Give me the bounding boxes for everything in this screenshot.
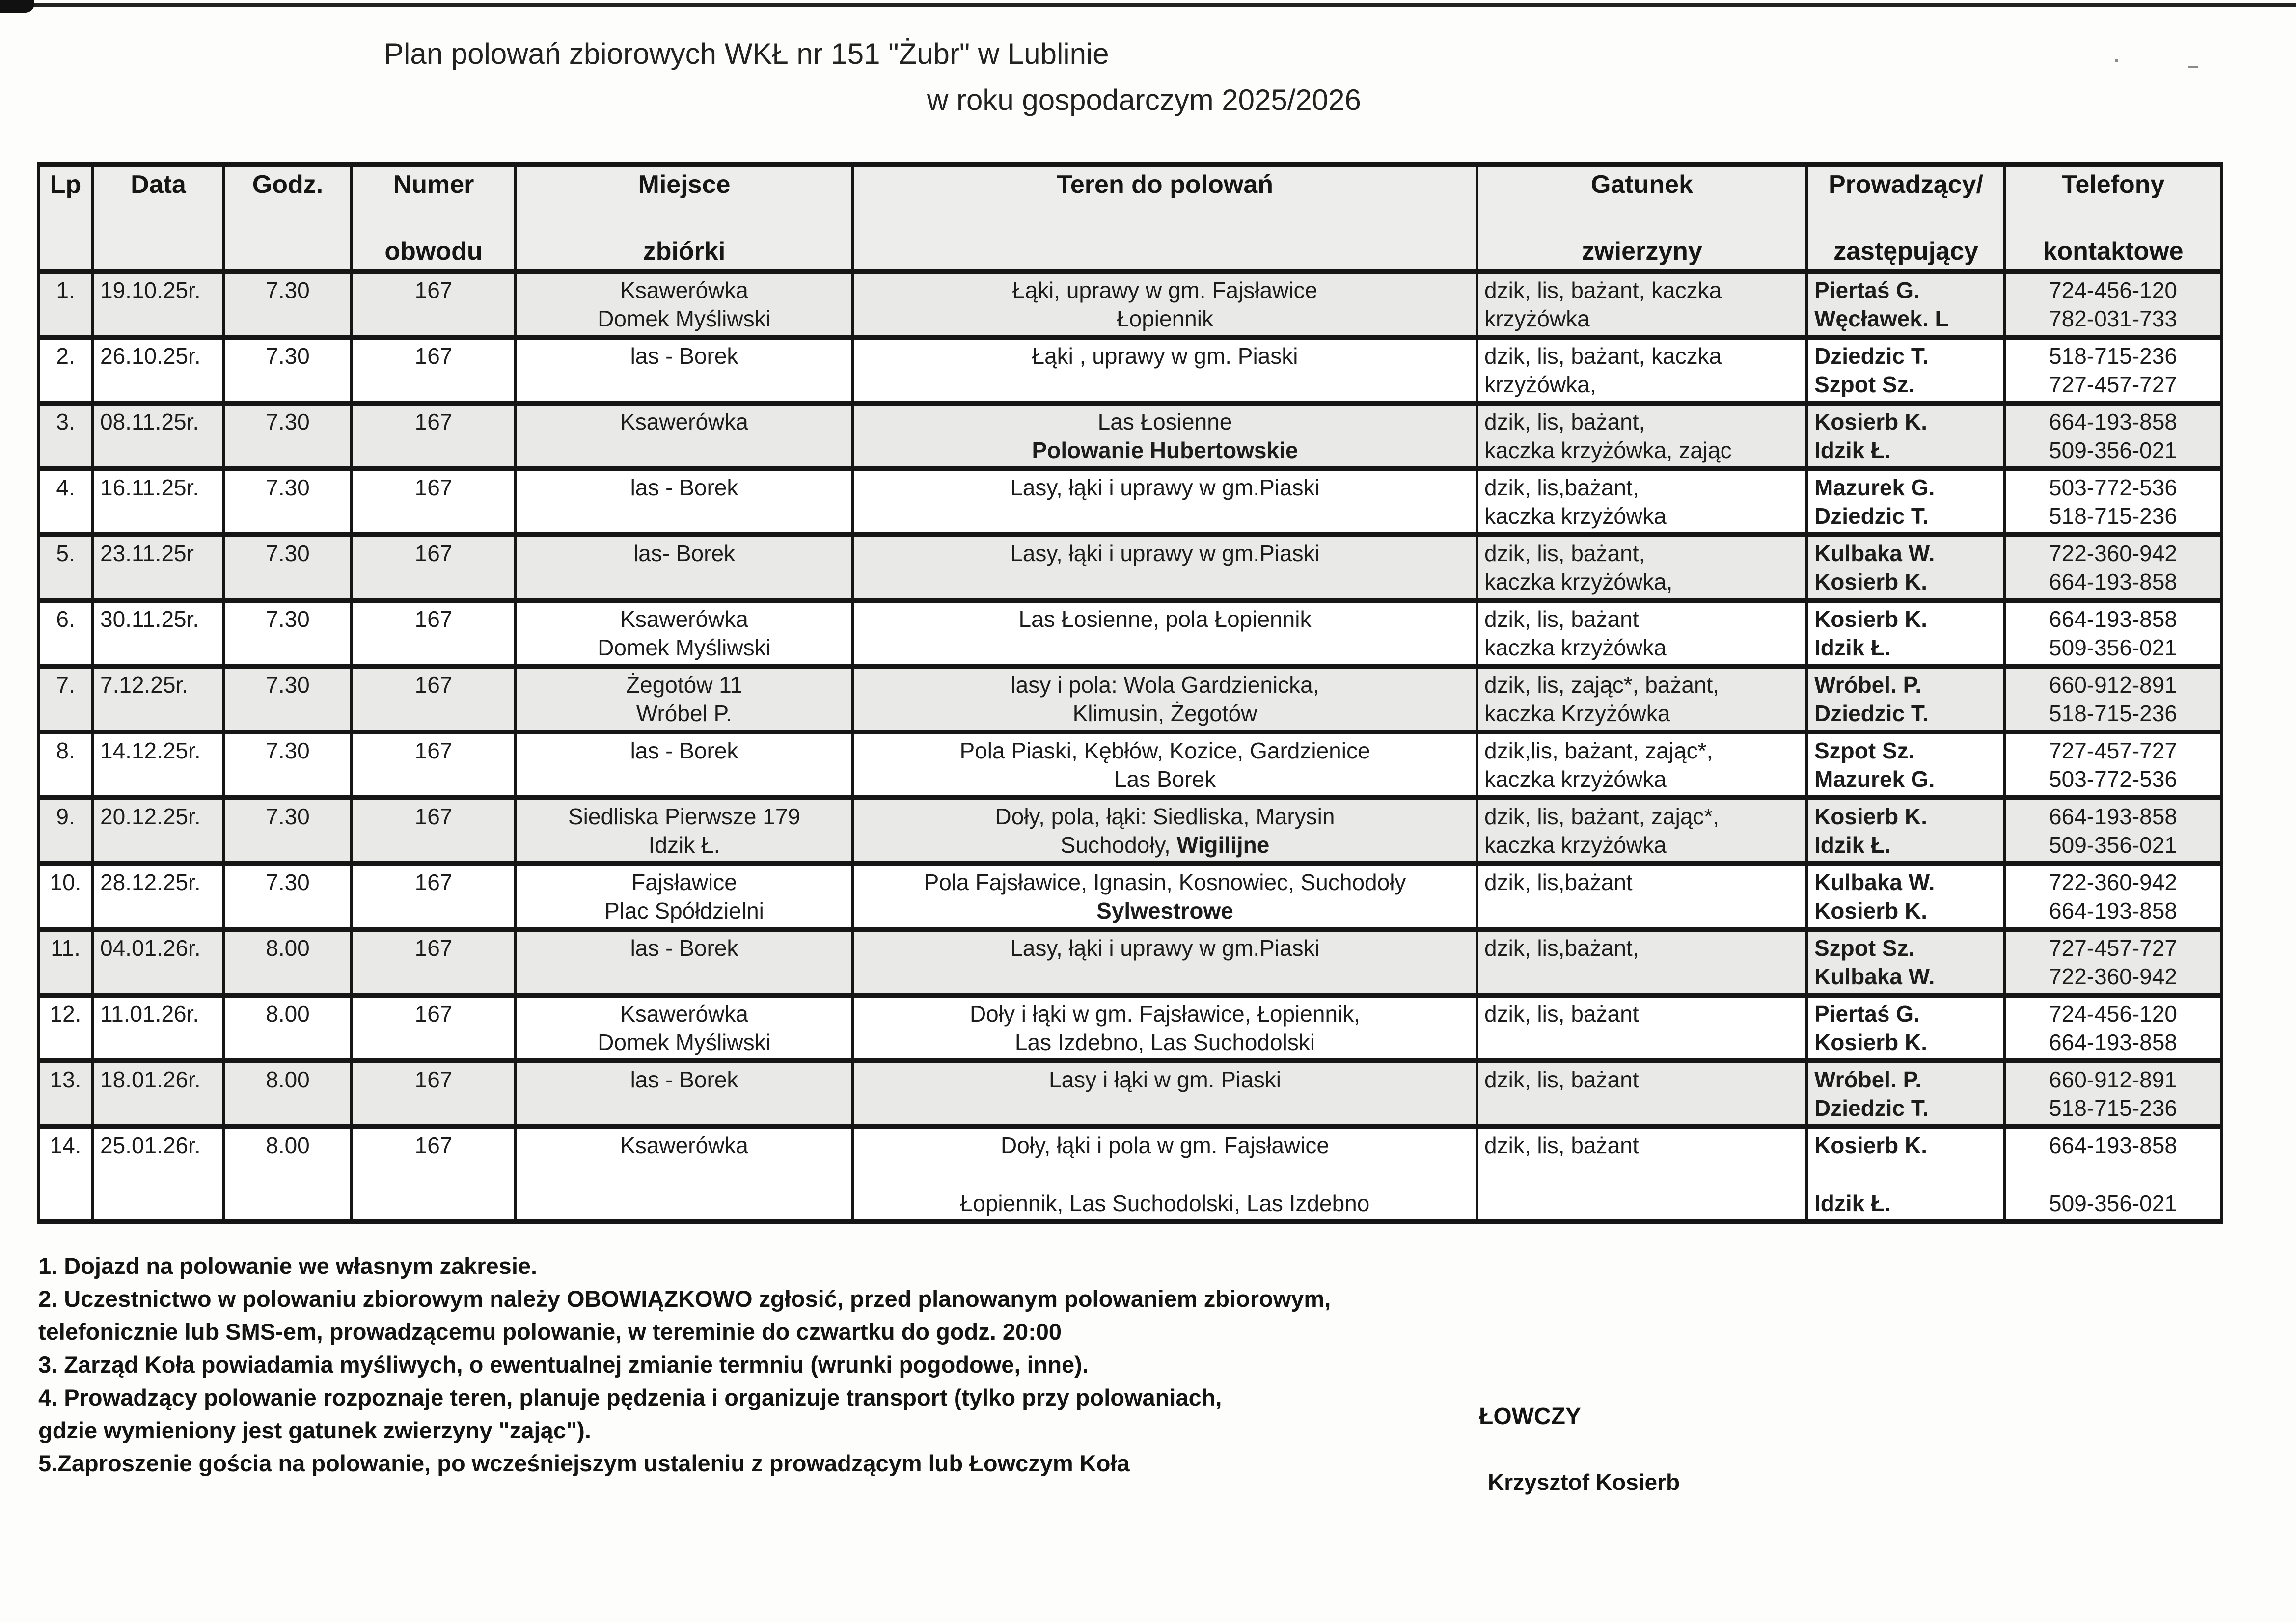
cell-meeting-place: las - Borek (516, 469, 853, 535)
cell-lp: 4. (38, 469, 93, 535)
note-line: telefonicznie lub SMS-em, prowadzącemu polowanie, w tereminie do czwartku do godz. 20:00 (38, 1319, 1062, 1345)
cell-district-number: 167 (352, 403, 516, 469)
cell-hunt-leader: Piertaś G. Kosierb K. (1807, 995, 2005, 1061)
cell-game-species: dzik,lis, bażant, zając*, kaczka krzyżówka (1477, 732, 1807, 798)
cell-date: 08.11.25r. (93, 403, 224, 469)
schedule-body (38, 271, 2221, 1222)
cell-meeting-place: las - Borek (516, 337, 853, 403)
cell-hunt-leader: Kosierb K. Idzik Ł. (1807, 798, 2005, 864)
cell-lp: 14. (38, 1127, 93, 1222)
cell-meeting-place: Ksawerówka Domek Myśliwski (516, 271, 853, 337)
cell-district-number: 167 (352, 666, 516, 732)
note-line: 4. Prowadzący polowanie rozpoznaje teren, planuje pędzenia i organizuje transport (tylko przy polowaniach, (38, 1384, 1222, 1410)
cell-date: 23.11.25r (93, 535, 224, 600)
cell-district-number: 167 (352, 1127, 516, 1222)
schedule-row (38, 403, 2221, 469)
cell-meeting-place: Ksawerówka (516, 403, 853, 469)
cell-date: 04.01.26r. (93, 929, 224, 995)
cell-time: 7.30 (224, 469, 352, 535)
schedule-row (38, 864, 2221, 929)
schedule-row (38, 798, 2221, 864)
header-label: Teren do polowań (1056, 170, 1274, 199)
document-title-line1: Plan polowań zbiorowych WKŁ nr 151 "Żubr" w Lublinie (384, 37, 1109, 70)
col-header-time (224, 164, 352, 271)
cell-game-species: dzik, lis, bażant, kaczka krzyżówka, (1477, 535, 1807, 600)
cell-phone: 660-912-891 518-715-236 (2005, 666, 2221, 732)
cell-time: 7.30 (224, 337, 352, 403)
cell-lp: 11. (38, 929, 93, 995)
cell-district-number: 167 (352, 929, 516, 995)
header-label: zastępujący (1833, 237, 1978, 266)
cell-lp: 8. (38, 732, 93, 798)
schedule-row (38, 1127, 2221, 1222)
cell-hunt-leader: Wróbel. P. Dziedzic T. (1807, 1061, 2005, 1127)
cell-date: 28.12.25r. (93, 864, 224, 929)
cell-time: 7.30 (224, 798, 352, 864)
cell-hunt-leader: Wróbel. P. Dziedzic T. (1807, 666, 2005, 732)
cell-hunting-area: Las Łosienne, pola Łopiennik (853, 600, 1477, 666)
cell-date: 14.12.25r. (93, 732, 224, 798)
cell-district-number: 167 (352, 995, 516, 1061)
header-label: Data (131, 170, 186, 199)
cell-hunting-area: Lasy, łąki i uprawy w gm.Piaski (853, 929, 1477, 995)
cell-time: 7.30 (224, 403, 352, 469)
cell-time: 8.00 (224, 929, 352, 995)
cell-game-species: dzik, lis,bażant, (1477, 929, 1807, 995)
cell-lp: 13. (38, 1061, 93, 1127)
col-header-game-species (1477, 164, 1807, 271)
cell-date: 26.10.25r. (93, 337, 224, 403)
cell-game-species: dzik, lis, zając*, bażant, kaczka Krzyżówka (1477, 666, 1807, 732)
cell-meeting-place: Ksawerówka (516, 1127, 853, 1222)
header-label: Telefony (2061, 170, 2165, 199)
cell-game-species: dzik, lis, bażant (1477, 1061, 1807, 1127)
header-label: Numer (393, 170, 474, 199)
cell-lp: 6. (38, 600, 93, 666)
schedule-row (38, 666, 2221, 732)
schedule-row (38, 1061, 2221, 1127)
cell-hunt-leader: Kosierb K. Idzik Ł. (1807, 1127, 2005, 1222)
cell-lp: 5. (38, 535, 93, 600)
scan-artifact-corner (0, 0, 34, 13)
cell-phone: 518-715-236 727-457-727 (2005, 337, 2221, 403)
cell-meeting-place: Żegotów 11 Wróbel P. (516, 666, 853, 732)
cell-meeting-place: Ksawerówka Domek Myśliwski (516, 995, 853, 1061)
schedule-row (38, 469, 2221, 535)
header-label: Miejsce (638, 170, 731, 199)
cell-lp: 10. (38, 864, 93, 929)
cell-game-species: dzik, lis, bażant, zając*, kaczka krzyżówka (1477, 798, 1807, 864)
cell-game-species: dzik, lis, bażant, kaczka krzyżówka (1477, 271, 1807, 337)
cell-hunting-area: Łąki, uprawy w gm. Fajsławice Łopiennik (853, 271, 1477, 337)
cell-lp: 3. (38, 403, 93, 469)
cell-date: 7.12.25r. (93, 666, 224, 732)
cell-district-number: 167 (352, 600, 516, 666)
cell-district-number: 167 (352, 271, 516, 337)
cell-district-number: 167 (352, 864, 516, 929)
cell-game-species: dzik, lis, bażant, kaczka krzyżówka, (1477, 337, 1807, 403)
cell-game-species: dzik, lis,bażant, kaczka krzyżówka (1477, 469, 1807, 535)
header-label: zwierzyny (1582, 237, 1702, 266)
cell-game-species: dzik, lis, bażant kaczka krzyżówka (1477, 600, 1807, 666)
cell-hunting-area: Doły, łąki i pola w gm. Fajsławice Łopiennik, Las Suchodolski, Las Izdebno (853, 1127, 1477, 1222)
cell-hunt-leader: Mazurek G. Dziedzic T. (1807, 469, 2005, 535)
schedule-row (38, 929, 2221, 995)
cell-hunt-leader: Szpot Sz. Kulbaka W. (1807, 929, 2005, 995)
cell-phone: 664-193-858 509-356-021 (2005, 403, 2221, 469)
cell-time: 8.00 (224, 995, 352, 1061)
cell-date: 19.10.25r. (93, 271, 224, 337)
cell-meeting-place: las- Borek (516, 535, 853, 600)
cell-lp: 12. (38, 995, 93, 1061)
cell-date: 20.12.25r. (93, 798, 224, 864)
note-line: 5.Zaproszenie gościa na polowanie, po wcześniejszym ustaleniu z prowadzącym lub Łowczym Koła (38, 1450, 1130, 1476)
cell-lp: 1. (38, 271, 93, 337)
cell-hunting-area: lasy i pola: Wola Gardzienicka, Klimusin, Żegotów (853, 666, 1477, 732)
cell-hunting-area: Doły i łąki w gm. Fajsławice, Łopiennik, Las Izdebno, Las Suchodolski (853, 995, 1477, 1061)
note-line: 2. Uczestnictwo w polowaniu zbiorowym należy OBOWIĄZKOWO zgłosić, przed planowanym polowaniem zbiorowym, (38, 1286, 1331, 1312)
cell-meeting-place: las - Borek (516, 929, 853, 995)
cell-game-species: dzik, lis, bażant (1477, 1127, 1807, 1222)
cell-phone: 660-912-891 518-715-236 (2005, 1061, 2221, 1127)
cell-date: 11.01.26r. (93, 995, 224, 1061)
cell-hunting-area: Pola Piaski, Kębłów, Kozice, Gardzienice Las Borek (853, 732, 1477, 798)
cell-meeting-place: las - Borek (516, 1061, 853, 1127)
cell-time: 8.00 (224, 1127, 352, 1222)
cell-hunt-leader: Piertaś G. Węcławek. L (1807, 271, 2005, 337)
header-row (38, 164, 2221, 271)
col-header-contact-phones (2005, 164, 2221, 271)
cell-game-species: dzik, lis,bażant (1477, 864, 1807, 929)
cell-time: 7.30 (224, 864, 352, 929)
note-line: 3. Zarząd Koła powiadamia myśliwych, o ewentualnej zmianie termniu (wrunki pogodowe, inne). (38, 1352, 1089, 1378)
cell-date: 25.01.26r. (93, 1127, 224, 1222)
col-header-lp (38, 164, 93, 271)
cell-meeting-place: Fajsławice Plac Spółdzielni (516, 864, 853, 929)
cell-district-number: 167 (352, 469, 516, 535)
col-header-district-number (352, 164, 516, 271)
cell-hunting-area: Pola Fajsławice, Ignasin, Kosnowiec, Suchodoły Sylwestrowe (853, 864, 1477, 929)
header-label: obwodu (384, 237, 483, 266)
cell-date: 18.01.26r. (93, 1061, 224, 1127)
note-line: gdzie wymieniony jest gatunek zwierzyny "zając"). (38, 1417, 591, 1443)
cell-hunt-leader: Kosierb K. Idzik Ł. (1807, 600, 2005, 666)
schedule-row (38, 995, 2221, 1061)
header-label: zbiórki (643, 237, 726, 266)
cell-time: 7.30 (224, 732, 352, 798)
document-title (0, 36, 1361, 118)
cell-phone: 722-360-942 664-193-858 (2005, 535, 2221, 600)
cell-hunt-leader: Kulbaka W. Kosierb K. (1807, 864, 2005, 929)
cell-phone: 727-457-727 722-360-942 (2005, 929, 2221, 995)
cell-meeting-place: las - Borek (516, 732, 853, 798)
schedule-row (38, 337, 2221, 403)
cell-phone: 724-456-120 664-193-858 (2005, 995, 2221, 1061)
cell-phone: 727-457-727 503-772-536 (2005, 732, 2221, 798)
header-label: Godz. (252, 170, 324, 199)
cell-phone: 503-772-536 518-715-236 (2005, 469, 2221, 535)
col-header-meeting-place (516, 164, 853, 271)
document-title-line2: w roku gospodarczym 2025/2026 (927, 83, 1361, 116)
cell-district-number: 167 (352, 798, 516, 864)
cell-district-number: 167 (352, 535, 516, 600)
cell-meeting-place: Siedliska Pierwsze 179 Idzik Ł. (516, 798, 853, 864)
cell-time: 7.30 (224, 535, 352, 600)
cell-hunting-area: Doły, pola, łąki: Siedliska, Marysin Suchodoły, Wigilijne (853, 798, 1477, 864)
cell-phone: 722-360-942 664-193-858 (2005, 864, 2221, 929)
col-header-date (93, 164, 224, 271)
cell-game-species: dzik, lis, bażant (1477, 995, 1807, 1061)
header-label: Gatunek (1590, 170, 1694, 199)
cell-hunt-leader: Kosierb K. Idzik Ł. (1807, 403, 2005, 469)
cell-time: 7.30 (224, 666, 352, 732)
cell-phone: 664-193-858 509-356-021 (2005, 798, 2221, 864)
col-header-hunting-area (853, 164, 1477, 271)
schedule-row (38, 535, 2221, 600)
cell-lp: 7. (38, 666, 93, 732)
header-label: Prowadzący/ (1828, 170, 1984, 199)
cell-hunt-leader: Szpot Sz. Mazurek G. (1807, 732, 2005, 798)
cell-lp: 9. (38, 798, 93, 864)
schedule-row (38, 271, 2221, 337)
scan-speck: · (2114, 49, 2121, 72)
col-header-hunt-leader (1807, 164, 2005, 271)
cell-meeting-place: Ksawerówka Domek Myśliwski (516, 600, 853, 666)
signature-name: Krzysztof Kosierb (1488, 1469, 1680, 1495)
cell-date: 16.11.25r. (93, 469, 224, 535)
scan-speck: – (2187, 54, 2199, 77)
header-label: Lp (50, 170, 82, 199)
cell-game-species: dzik, lis, bażant, kaczka krzyżówka, zając (1477, 403, 1807, 469)
cell-district-number: 167 (352, 732, 516, 798)
cell-date: 30.11.25r. (93, 600, 224, 666)
cell-hunting-area: Las Łosienne Polowanie Hubertowskie (853, 403, 1477, 469)
cell-phone: 664-193-858 509-356-021 (2005, 600, 2221, 666)
header-label: kontaktowe (2043, 237, 2184, 266)
cell-lp: 2. (38, 337, 93, 403)
cell-time: 7.30 (224, 271, 352, 337)
cell-hunt-leader: Kulbaka W. Kosierb K. (1807, 535, 2005, 600)
cell-district-number: 167 (352, 1061, 516, 1127)
cell-district-number: 167 (352, 337, 516, 403)
cell-phone: 664-193-858 509-356-021 (2005, 1127, 2221, 1222)
signature-role: ŁOWCZY (1479, 1404, 1581, 1430)
footer-notes (38, 1249, 1331, 1480)
cell-time: 7.30 (224, 600, 352, 666)
note-line: 1. Dojazd na polowanie we własnym zakresie. (38, 1253, 538, 1279)
schedule-row (38, 600, 2221, 666)
cell-hunting-area: Lasy, łąki i uprawy w gm.Piaski (853, 469, 1477, 535)
cell-phone: 724-456-120 782-031-733 (2005, 271, 2221, 337)
cell-hunting-area: Łąki , uprawy w gm. Piaski (853, 337, 1477, 403)
cell-hunt-leader: Dziedzic T. Szpot Sz. (1807, 337, 2005, 403)
scan-artifact-top-line (0, 3, 2296, 7)
cell-hunting-area: Lasy, łąki i uprawy w gm.Piaski (853, 535, 1477, 600)
cell-time: 8.00 (224, 1061, 352, 1127)
hunting-schedule-table (37, 162, 2223, 1224)
schedule-row (38, 732, 2221, 798)
cell-hunting-area: Lasy i łąki w gm. Piaski (853, 1061, 1477, 1127)
